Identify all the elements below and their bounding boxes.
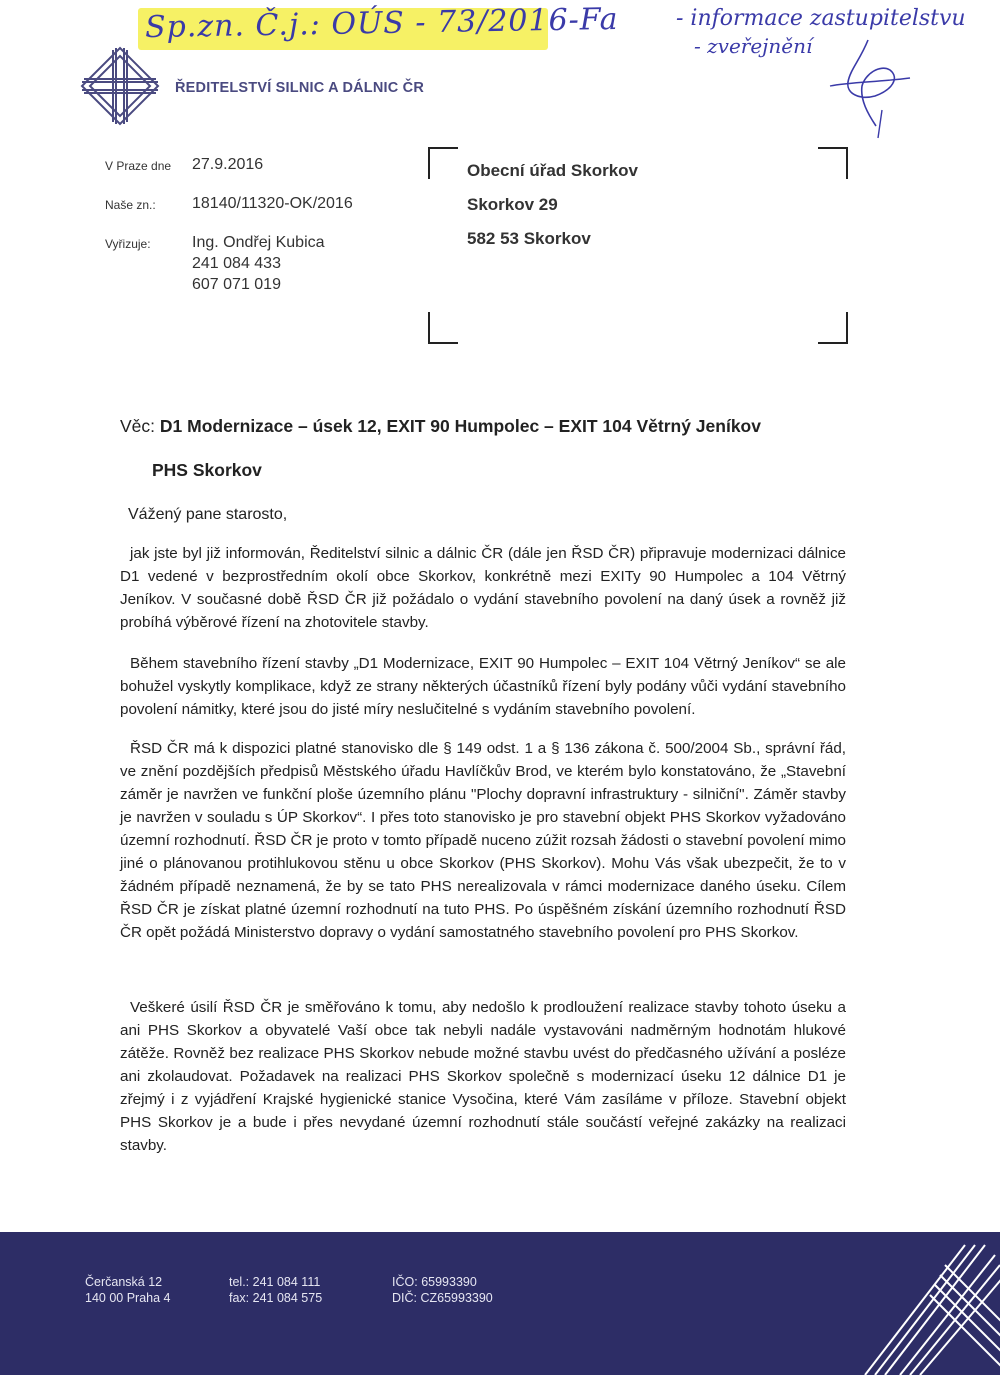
handler-name: Ing. Ondřej Kubica (192, 234, 325, 251)
paragraph-4: Veškeré úsilí ŘSD ČR je směřováno k tomu, aby nedošlo k prodloužení realizace stavby tohoto úseku a ani PHS Skorkov a obyvatelé Vaší obce tak nebyli nadále vystavováni nadměrným hodnotám hlukové zátěže. Rovněž bez realizace PHS Skorkov nebude možné stavbu uvést do předčasného užívání a posléze ani zkolaudovat. Požadavek na realizaci PHS Skorkov společně s modernizací úseku 12 dálnice D1 je zřejmý i z vyjádření Krajské hygienické stanice Vysočina, které Vám zasíláme v příloze. Stavební objekt PHS Skorkov je a bude i přes nevydané územní rozhodnutí stále součástí veřejné zakázky na realizaci stavby. (120, 999, 846, 1154)
footer-fax-label: fax: (229, 1291, 250, 1305)
handwritten-signature (820, 30, 930, 140)
reference-label: Naše zn.: (105, 198, 156, 212)
address-corner-top-right (818, 147, 848, 179)
footer-city: 140 00 Praha 4 (85, 1291, 171, 1305)
footer-road-graphic-icon (845, 1225, 1000, 1375)
footer-tel-label: tel.: (229, 1275, 250, 1289)
footer-ico-label: IČO: (392, 1275, 418, 1289)
handler-label: Vyřizuje: (105, 237, 151, 251)
recipient-street: Skorkov 29 (467, 195, 558, 214)
handwritten-note-line-1: - informace zastupitelstvu (676, 6, 966, 31)
footer-fax (229, 1290, 322, 1306)
subject-text: D1 Modernizace – úsek 12, EXIT 90 Humpolec – EXIT 104 Větrný Jeníkov (159, 416, 761, 436)
date-value: 27.9.2016 (192, 156, 264, 173)
footer-ico-value: 65993390 (421, 1275, 477, 1289)
letter-salutation: Vážený pane starosto, (128, 506, 288, 523)
footer-fax-value: 241 084 575 (252, 1291, 323, 1305)
handler-mobile: 607 071 019 (192, 276, 281, 293)
paragraph-3: ŘSD ČR má k dispozici platné stanovisko dle § 149 odst. 1 a § 136 zákona č. 500/2004 Sb., správní řád, ve znění pozdějších předpisů Městského úřadu Havlíčkův Brod, ve kterém bylo konstatováno, že „Stavební záměr je navržen ve funkční ploše územního plánu "Plochy dopravní infrastruktury - silniční". Záměr stavby je navržen v souladu s ÚP Skorkov“. I přes toto stanovisko je pro stavební objekt PHS Skorkov vyžadováno územní rozhodnutí. ŘSD ČR je proto v tomto případě nuceno zúžit rozsah žádosti o stavební povolení mimo jiné o plánovanou protihlukovou stěnu u obce Skorkov (PHS Skorkov). Mohu Vás však ubezpečit, že to v žádném případě neznamená, že by se tato PHS nerealizovala v rámci modernizace daného úseku. Cílem ŘSD ČR je získat platné územní rozhodnutí na tuto PHS. Po úspěšném získání územního rozhodnutí ŘSD ČR opět požádá Ministerstvo dopravy o vydání samostatného stavebního povolení pro PHS Skorkov. (120, 740, 846, 941)
handwritten-note-line-2: - zveřejnění (694, 34, 813, 58)
handler-phone: 241 084 433 (192, 255, 281, 272)
date-label: V Praze dne (105, 159, 172, 173)
recipient-city: 582 53 Skorkov (467, 229, 591, 248)
footer-dic-value: CZ65993390 (420, 1291, 493, 1305)
footer-street: Čerčanská 12 (85, 1275, 163, 1289)
footer-tel-value: 241 084 111 (252, 1275, 321, 1289)
footer-dic-label: DIČ: (392, 1291, 417, 1305)
recipient-name: Obecní úřad Skorkov (467, 161, 638, 180)
letter-subheading: PHS Skorkov (152, 460, 262, 480)
address-corner-top-left (428, 147, 458, 179)
address-corner-bottom-left (428, 312, 458, 344)
footer-ico (392, 1274, 477, 1290)
paragraph-1: jak jste byl již informován, Ředitelství silnic a dálnic ČR (dále jen ŘSD ČR) připravuje modernizaci dálnice D1 vedené v bezprostředním okolí obce Skorkov, konkrétně mezi EXITy 90 Humpolec a 104 Větrný Jeníkov. V současné době ŘSD ČR již požádalo o vydání stavebního povolení na daný úsek a rovněž již probíhá výběrové řízení na zhotovitele stavby. (120, 545, 846, 631)
reference-value: 18140/11320-OK/2016 (192, 195, 353, 212)
organization-name: ŘEDITELSTVÍ SILNIC A DÁLNIC ČR (175, 80, 425, 96)
paragraph-2: Během stavebního řízení stavby „D1 Modernizace, EXIT 90 Humpolec – EXIT 104 Větrný Jeníkov“ se ale bohužel vyskytly komplikace, když ze strany některých účastníků řízení byly podány vůči vydání stavebního povolení námitky, které jsou do jisté míry neslučitelné s vydáním stavebního povolení. (120, 655, 846, 718)
subject-prefix: Věc: (120, 416, 160, 436)
address-corner-bottom-right (818, 312, 848, 344)
rsd-logo-icon (80, 46, 160, 126)
letter-subject (120, 416, 761, 437)
handwritten-reference-number: Sp.zn. Č.j.: OÚS - 73/2016-Fa (144, 1, 619, 46)
footer-dic (392, 1290, 493, 1306)
footer-tel (229, 1274, 320, 1290)
